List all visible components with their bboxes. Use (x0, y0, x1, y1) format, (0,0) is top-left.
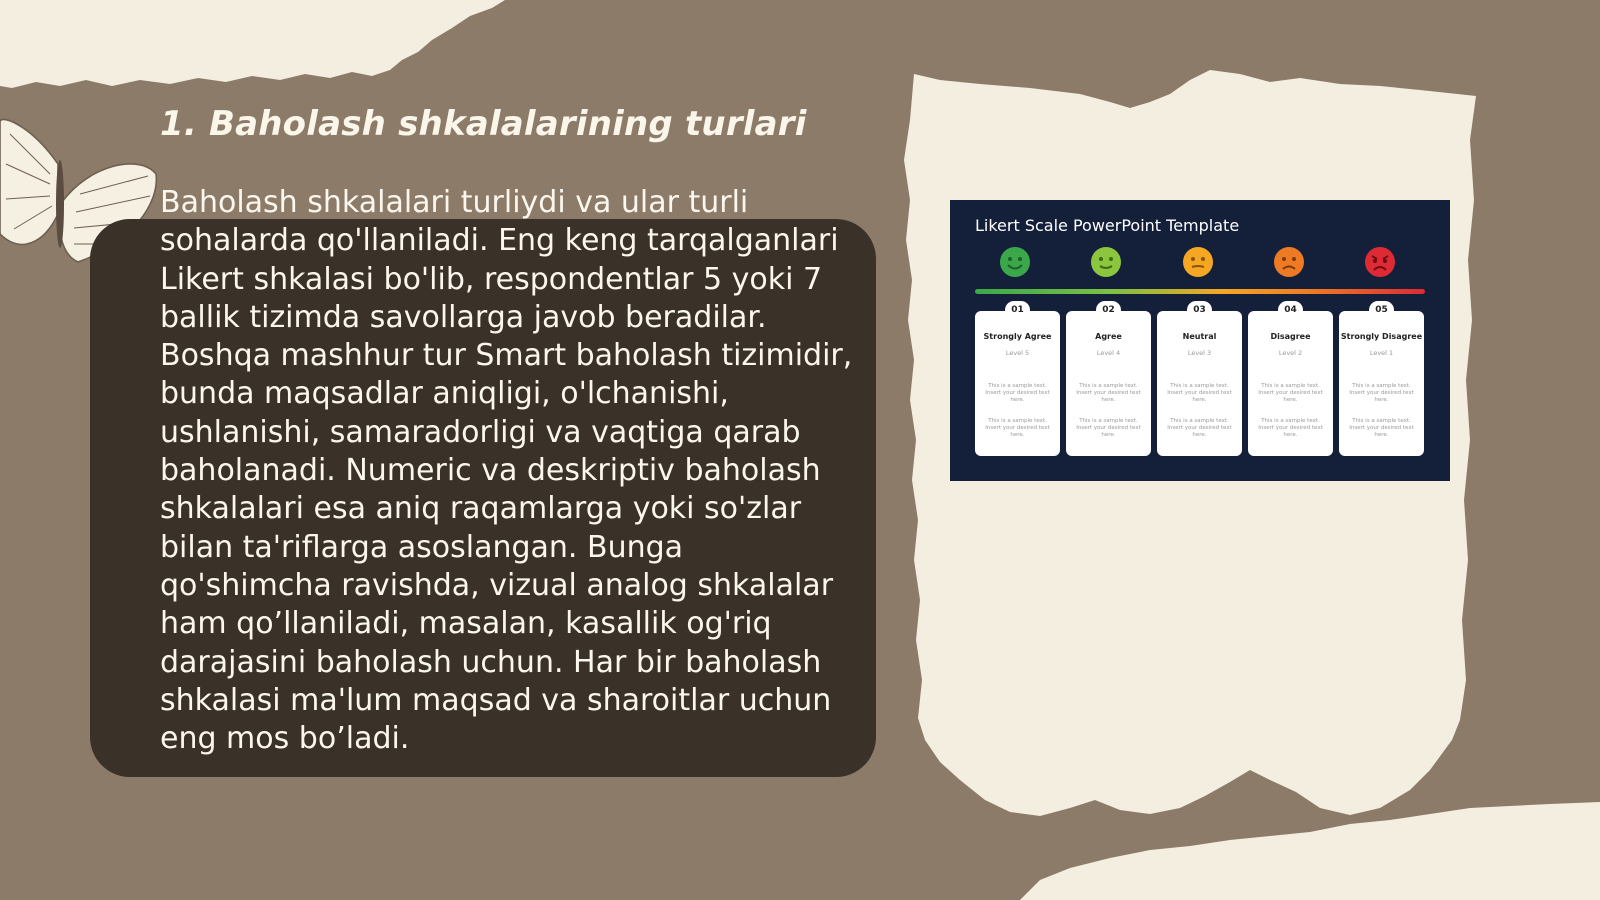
card-text: This is a sample text. Insert your desired text here. (985, 418, 1050, 438)
sad-face-icon (1273, 246, 1305, 278)
smile-face-icon (1090, 246, 1122, 278)
likert-title: Likert Scale PowerPoint Template (975, 216, 1240, 235)
card-text: This is a sample text. Insert your desired text here. (1349, 418, 1414, 438)
card-label: Disagree (1270, 332, 1311, 341)
slide-title: 1. Baholash shkalalarining turlari (160, 104, 807, 144)
card-text: This is a sample text. Insert your desired text here. (1076, 418, 1141, 438)
torn-paper-bottom-right (1020, 802, 1600, 900)
torn-paper-top-left (0, 0, 505, 88)
card-label: Strongly Agree (983, 332, 1052, 341)
card-text: This is a sample text. Insert your desired text here. (1258, 418, 1323, 438)
likert-card (975, 305, 1060, 456)
likert-card (1339, 305, 1424, 456)
card-label: Strongly Disagree (1340, 332, 1423, 341)
card-text: This is a sample text. Insert your desired text here. (1076, 383, 1141, 403)
card-label: Neutral (1182, 332, 1217, 341)
likert-card (1157, 305, 1242, 456)
card-text: This is a sample text. Insert your desired text here. (1258, 383, 1323, 403)
card-level: Level 4 (1096, 349, 1121, 357)
angry-face-icon (1364, 246, 1396, 278)
card-level: Level 5 (1005, 349, 1030, 357)
card-level: Level 3 (1187, 349, 1212, 357)
likert-scale-image (950, 200, 1450, 481)
likert-card (1066, 305, 1151, 456)
card-number: 03 (1187, 301, 1212, 319)
slide-body-text: Baholash shkalalari turliydi va ular turli sohalarda qo'llaniladi. Eng keng tarqalganlari Likert shkalasi bo'lib, respondentlar 5 yoki 7 ballik tizimda savollarga javob beradilar. Boshqa mashhur tur Smart baholash tizimidir, bunda maqsadlar aniqligi, o'lchanishi, ushlanishi, samaradorligi va vaqtiga qarab baholanadi. Numeric va deskriptiv baholash shkalalari esa aniq raqamlarga yoki so'zlar bilan ta'riflarga asoslangan. Bunga qo'shimcha ravishda, vizual analog shkalalar ham qo’llaniladi, masalan, kasallik og'riq darajasini baholash uchun. Har bir baholash shkalasi ma'lum maqsad va sharoitlar uchun eng mos bo’ladi. (160, 185, 853, 757)
neutral-face-icon (1182, 246, 1214, 278)
card-text: This is a sample text. Insert your desired text here. (985, 383, 1050, 403)
card-text: This is a sample text. Insert your desired text here. (1167, 418, 1232, 438)
card-number: 01 (1005, 301, 1030, 319)
card-number: 02 (1096, 301, 1121, 319)
card-level: Level 1 (1369, 349, 1394, 357)
card-label: Agree (1095, 332, 1122, 341)
likert-scale-bar (975, 289, 1425, 294)
card-number: 05 (1369, 301, 1394, 319)
card-level: Level 2 (1278, 349, 1303, 357)
card-text: This is a sample text. Insert your desired text here. (1167, 383, 1232, 403)
happy-face-icon (999, 246, 1031, 278)
card-number: 04 (1278, 301, 1303, 319)
likert-card (1248, 305, 1333, 456)
card-text: This is a sample text. Insert your desired text here. (1349, 383, 1414, 403)
